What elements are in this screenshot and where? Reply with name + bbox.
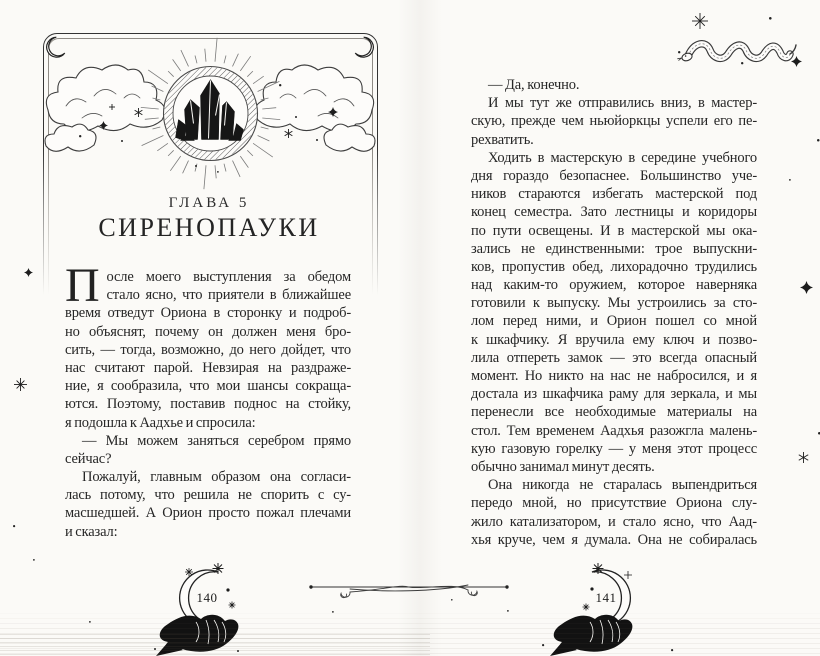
text-line: готовили к выпуску. Мы устроились за сто- — [471, 295, 757, 312]
star-dot-icon — [121, 140, 123, 142]
paper-texture — [0, 634, 430, 656]
text-line: И мы тут же отправились вниз, в мастер- — [488, 95, 757, 112]
text-line: ются. Поэтому, поставив поднос на стойку, — [65, 396, 351, 413]
text-line: над каким-то оружием, которое наверняка — [471, 277, 757, 294]
star-dot-icon — [13, 525, 15, 527]
paragraph — [471, 94, 757, 149]
text-line: время отведут Ориона в сторонку и подроб- — [65, 305, 351, 322]
page-number-left: 140 — [196, 590, 218, 605]
text-line: нас считают парой. Невзирая на раздраже- — [65, 359, 351, 376]
sparkle-icon — [791, 56, 802, 67]
text-line: ние, я сообразила, что мои шансы сокраща- — [65, 378, 351, 395]
paragraph — [65, 432, 351, 468]
star-dot-icon — [295, 116, 297, 118]
right-page-text — [471, 76, 757, 549]
star-icon — [692, 13, 708, 29]
page-number-right: 141 — [595, 590, 617, 605]
text-line: сить, — тогда, возможно, до него дойдет, что — [65, 341, 351, 358]
star-dot-icon — [741, 62, 743, 64]
left-page-text — [65, 259, 351, 541]
text-line: лом перед ними, и Орион пошел со мной — [471, 313, 757, 330]
text-line: хья круче, чем я думала. Она не собиралась — [471, 531, 757, 548]
text-line: обычно занимал минут десять. — [471, 458, 655, 475]
text-line: но объяснят, почему он должен меня бро- — [65, 323, 351, 340]
asterisk-star-icon — [134, 108, 143, 117]
text-line: — Да, конечно. — [488, 77, 580, 93]
star-dot-icon — [217, 171, 219, 173]
star-dot-icon — [33, 559, 35, 561]
text-line: масшедшей. А Орион просто пожал плечами — [65, 505, 351, 522]
crescent-corner-icon — [45, 35, 69, 59]
text-line: лила отпереть замок — это всегда опасный — [471, 349, 757, 366]
asterisk-star-icon — [798, 452, 809, 463]
text-line: зались не единственными: трое выпускни- — [471, 240, 757, 257]
paragraph — [471, 76, 757, 94]
text-line: ников стараются избегать мастерской под — [471, 186, 757, 203]
text-line: Она никогда не старалась выпендриться — [488, 477, 757, 494]
star-icon — [14, 378, 27, 391]
paragraph — [471, 149, 757, 476]
text-line: по пути освещены. И в мастерской мы ока- — [471, 222, 757, 239]
text-line: достала из шкафчика раму для зеркала, и мы — [471, 386, 757, 403]
star-dot-icon — [789, 179, 791, 181]
text-line: момент. Но никто на нас не набросился, и я — [471, 368, 757, 384]
chapter-title: СИРЕНОПАУКИ — [98, 213, 320, 242]
text-line: конец семестра. Зато лестницы и коридоры — [471, 204, 757, 221]
text-line: дня гораздо безопаснее. Большинство уче- — [471, 167, 757, 184]
text-line: Ходить в мастерскую в середине учебного — [488, 149, 757, 166]
crescent-corner-icon — [351, 35, 375, 59]
star-dot-icon — [769, 17, 772, 20]
sparkle-icon — [328, 107, 338, 117]
text-line: стало ясно, что приятели в ближайшее — [106, 287, 351, 304]
drop-cap: П — [65, 259, 100, 312]
star-dot-icon — [817, 139, 820, 142]
chapter-label: ГЛАВА 5 — [168, 195, 250, 211]
text-line: Пожалуй, главным образом она согласи- — [82, 469, 351, 486]
text-line: После моего выступления за обедом — [65, 259, 351, 312]
text-line: — Мы можем заняться серебром прямо — [82, 432, 351, 449]
text-line: лась потому, что решила не спорить с су- — [65, 487, 351, 504]
text-line: скую, прежде чем ньюйоркцы успели его пе- — [471, 113, 757, 130]
star-dot-icon — [678, 51, 680, 53]
star-dot-icon — [451, 599, 453, 601]
text-line: к шкафчику. Я вручила ему ключ и позво- — [471, 331, 757, 348]
crystal-emblem-icon — [126, 29, 295, 198]
sparkle-icon — [800, 281, 813, 294]
paragraph — [65, 468, 351, 541]
text-line: я подошла к Аадхье и спросила: — [65, 414, 256, 431]
text-line: передо мной, но присутствие Ориона слу- — [471, 495, 757, 512]
text-line: сейчас? — [65, 450, 112, 467]
star-dot-icon — [316, 139, 318, 141]
star-dot-icon — [79, 135, 81, 137]
text-line: жило катализатором, и стало ясно, что Аад- — [471, 513, 757, 530]
text-line: кую газовую горелку — у меня этот процесс — [471, 440, 757, 457]
text-line: рехватить. — [471, 131, 534, 148]
text-line: ков, пропустив обед, лихорадочно трудились — [471, 258, 757, 275]
sparkle-icon — [99, 121, 108, 130]
text-line: и сказал: — [65, 523, 118, 540]
star-dot-icon — [279, 84, 281, 86]
star-dot-icon — [195, 165, 197, 167]
divider-swirl-icon — [304, 576, 516, 608]
paragraph — [471, 476, 757, 549]
text-line: стол. Тем временем Аадхья разожгла малень- — [471, 422, 757, 439]
text-line: перенесли все необходимые материалы на — [471, 404, 757, 421]
plus-star-icon — [109, 104, 115, 110]
sparkle-icon — [24, 268, 33, 277]
paragraph — [65, 259, 351, 432]
asterisk-star-icon — [284, 129, 293, 138]
